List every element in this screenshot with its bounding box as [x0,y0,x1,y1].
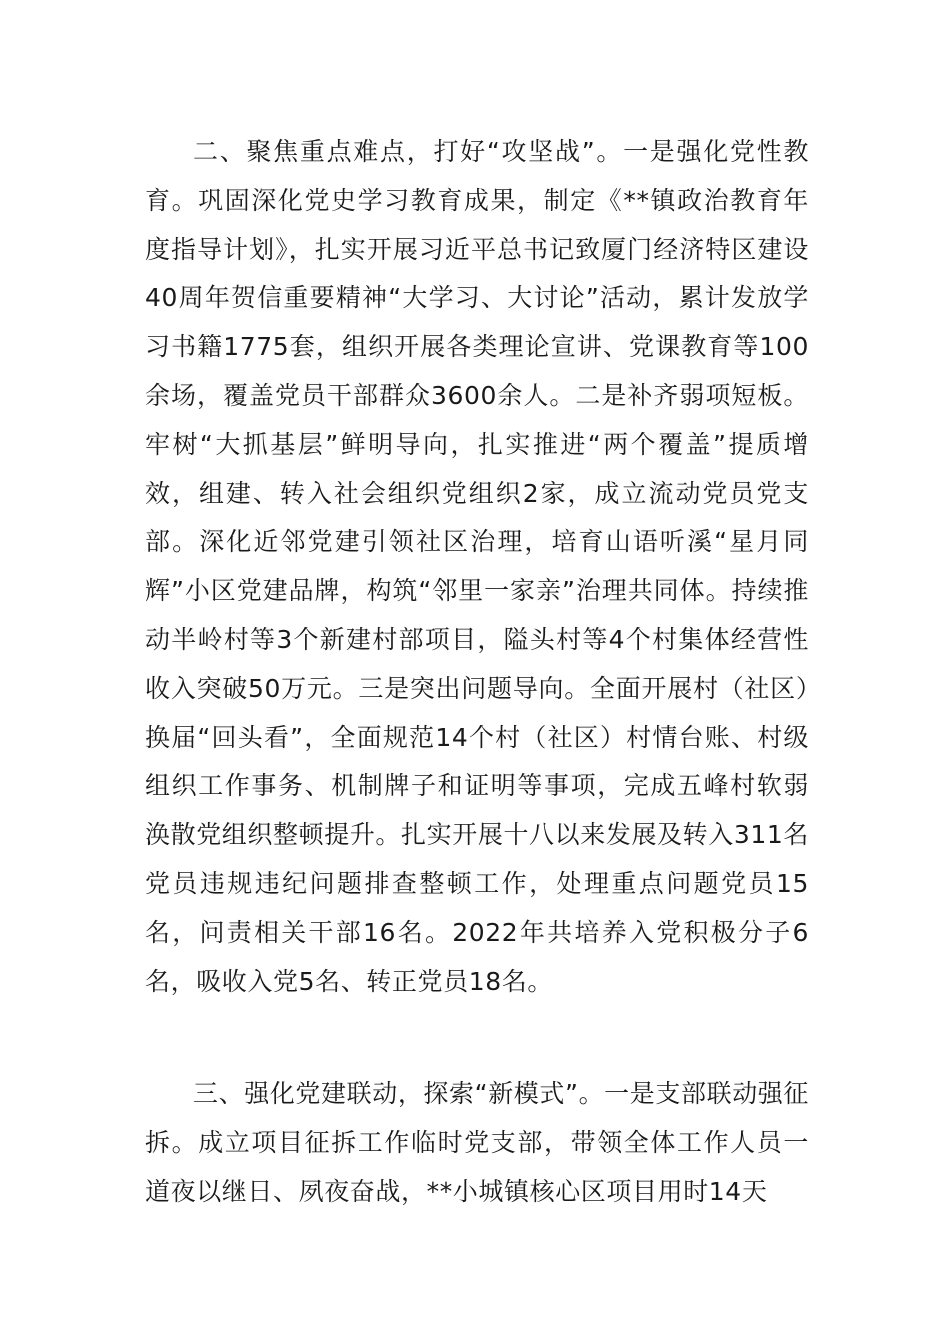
paragraph-party-building-key-difficulties: 二、聚焦重点难点，打好“攻坚战”。一是强化党性教育。巩固深化党史学习教育成果，制定《**镇政治教育年度指导计划》，扎实开展习近平总书记致厦门经济特区建设40周年贺信重要精神“大学习、大讨论”活动，累计发放学习书籍1775套，组织开展各类理论宣讲、党课教育等100余场，覆盖党员干部群众3600余人。二是补齐弱项短板。牢树“大抓基层”鲜明导向，扎实推进“两个覆盖”提质增效，组建、转入社会组织党组织2家，成立流动党员党支部。深化近邻党建引领社区治理，培育山语听溪“星月同辉”小区党建品牌，构筑“邻里一家亲”治理共同体。持续推动半岭村等3个新建村部项目，隘头村等4个村集体经营性收入突破50万元。三是突出问题导向。全面开展村（社区）换届“回头看”，全面规范14个村（社区）村情台账、村级组织工作事务、机制牌子和证明等事项，完成五峰村软弱涣散党组织整顿提升。扎实开展十八以来发展及转入311名党员违规违纪问题排查整顿工作，处理重点问题党员15名，问责相关干部16名。2022年共培养入党积极分子6名，吸收入党5名、转正党员18名。 [145,137,809,996]
paragraph-party-building-linkage: 三、强化党建联动，探索“新模式”。一是支部联动强征拆。成立项目征拆工作临时党支部，带领全体工作人员一道夜以继日、夙夜奋战，**小城镇核心区项目用时14天 [145,1079,809,1206]
